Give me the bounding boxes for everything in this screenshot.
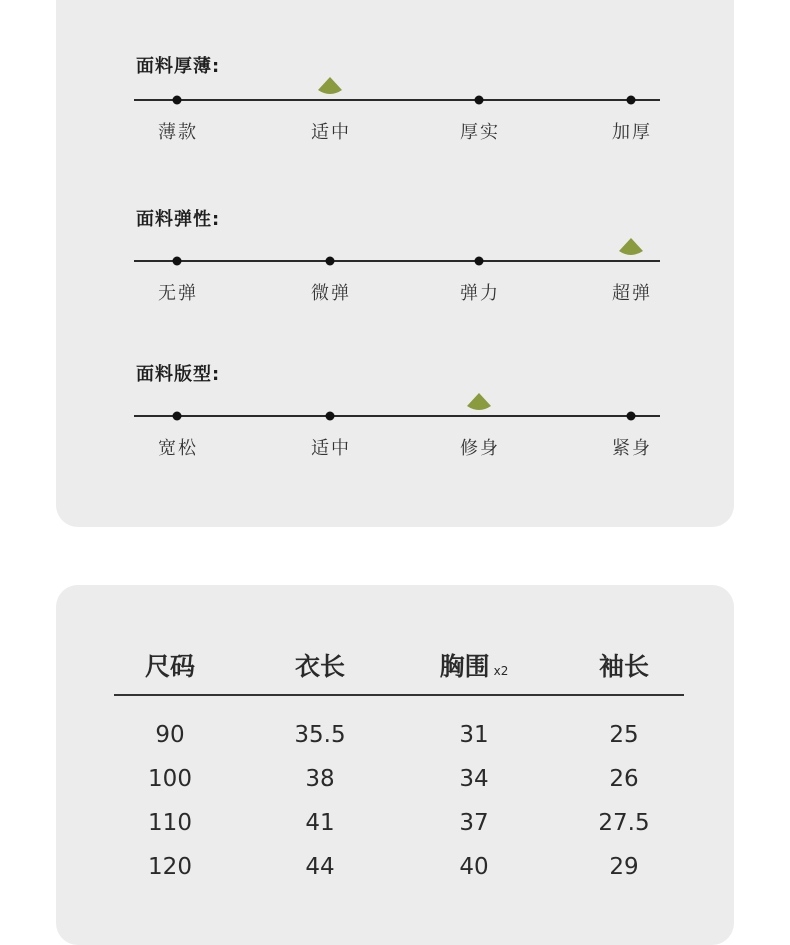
scale-option-label: 超弹: [612, 283, 652, 304]
column-header-chest: [440, 647, 509, 683]
chest-multiplier-note: x2: [493, 664, 509, 678]
column-header-text: 胸围: [439, 652, 490, 681]
scale-option-label: 弹力: [460, 283, 500, 304]
attribute-title-elasticity: 面料弹性:: [136, 209, 221, 230]
column-header-sleeve: [599, 647, 649, 683]
table-cell-size: 110: [148, 810, 192, 836]
scale-option-label: 薄款: [158, 122, 198, 143]
table-cell-sleeve: 27.5: [598, 810, 650, 836]
table-cell-size: 100: [148, 766, 192, 792]
scale-point-dot: [173, 257, 182, 266]
scale-point-dot: [173, 96, 182, 105]
attribute-title-thickness: 面料厚薄:: [136, 56, 221, 77]
table-cell-chest: 34: [459, 766, 489, 792]
table-cell-sleeve: 26: [609, 766, 639, 792]
scale-line-fit: [134, 415, 660, 417]
column-header-text: 衣长: [294, 652, 346, 681]
table-cell-sleeve: 25: [609, 722, 639, 748]
column-header-text: 袖长: [598, 652, 650, 681]
column-header-text: 尺码: [144, 652, 196, 681]
scale-option-label: 宽松: [158, 438, 198, 459]
scale-point-dot: [627, 412, 636, 421]
table-cell-length: 38: [305, 766, 335, 792]
scale-line-thickness: [134, 99, 660, 101]
table-cell-sleeve: 29: [609, 854, 639, 880]
table-cell-length: 35.5: [294, 722, 346, 748]
scale-point-dot: [475, 257, 484, 266]
table-cell-size: 90: [155, 722, 185, 748]
column-header-size: [145, 647, 195, 683]
selected-marker-icon: [465, 392, 493, 412]
column-header-length: [295, 647, 345, 683]
scale-option-label: 适中: [311, 122, 351, 143]
size-chart-card: [56, 585, 734, 945]
table-cell-chest: 31: [459, 722, 489, 748]
selected-marker-icon: [617, 237, 645, 257]
attribute-title-fit: 面料版型:: [136, 364, 221, 385]
header-divider: [114, 694, 684, 696]
scale-point-dot: [475, 96, 484, 105]
scale-option-label: 厚实: [460, 122, 500, 143]
fabric-attributes-card: [56, 0, 734, 527]
table-cell-length: 41: [305, 810, 335, 836]
table-cell-size: 120: [148, 854, 192, 880]
scale-point-dot: [173, 412, 182, 421]
scale-option-label: 无弹: [158, 283, 198, 304]
scale-point-dot: [326, 257, 335, 266]
scale-point-dot: [627, 96, 636, 105]
scale-option-label: 修身: [460, 438, 500, 459]
table-cell-chest: 40: [459, 854, 489, 880]
scale-line-elasticity: [134, 260, 660, 262]
table-cell-chest: 37: [459, 810, 489, 836]
scale-option-label: 加厚: [612, 122, 652, 143]
scale-option-label: 紧身: [612, 438, 652, 459]
scale-option-label: 微弹: [311, 283, 351, 304]
selected-marker-icon: [316, 76, 344, 96]
scale-option-label: 适中: [311, 438, 351, 459]
table-cell-length: 44: [305, 854, 335, 880]
scale-point-dot: [326, 412, 335, 421]
